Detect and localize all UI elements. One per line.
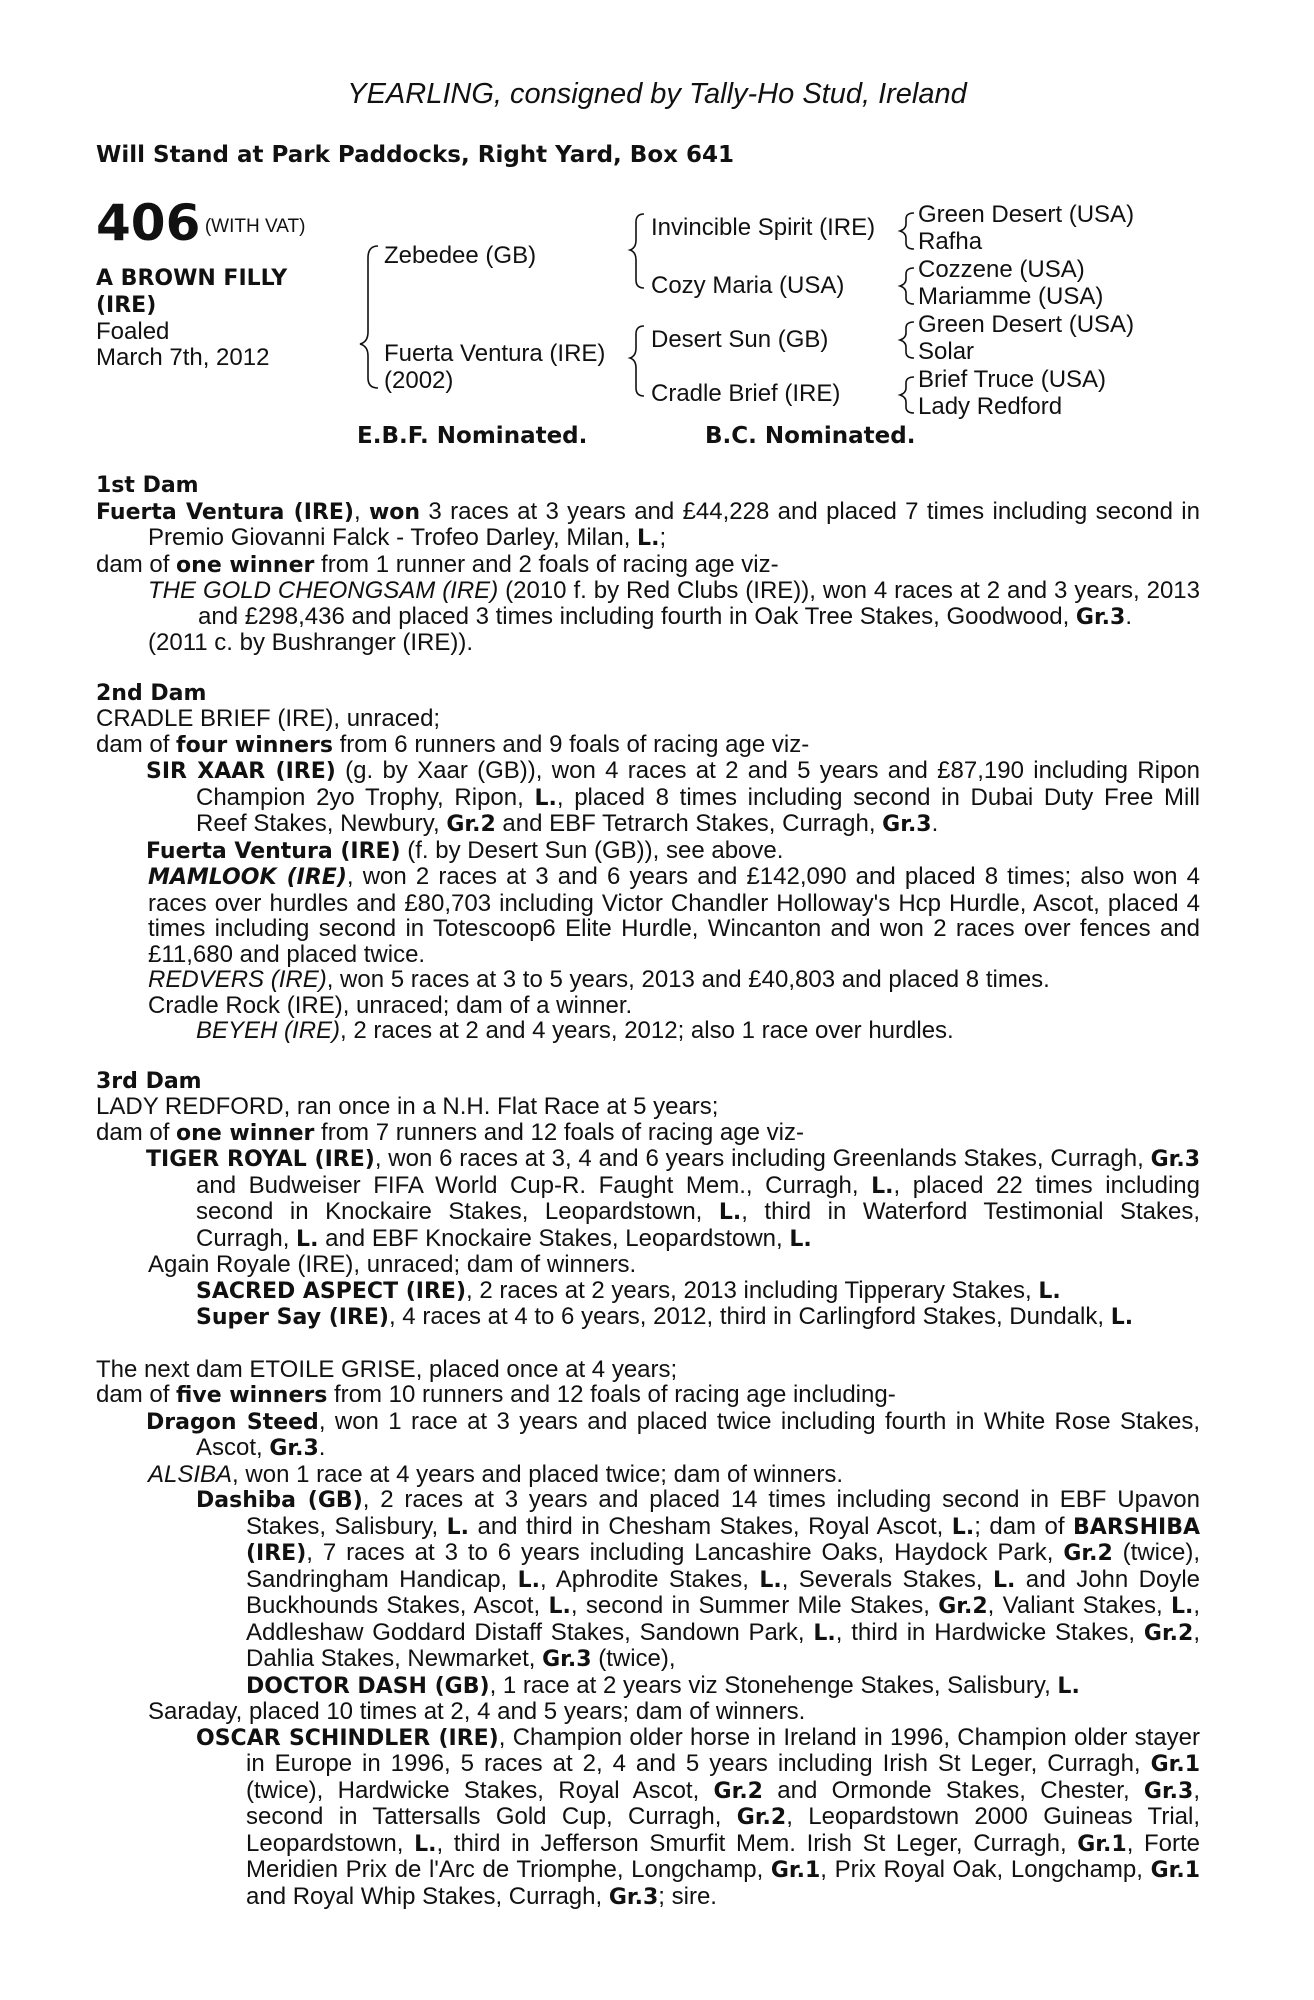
pedigree-dam-sire: Desert Sun (GB) [651, 326, 829, 353]
catalogue-body [96, 473, 1200, 1935]
runner-doctor-dash: DOCTOR DASH (GB), 1 race at 2 years viz Stonehenge Stakes, Salisbury, L. [246, 1671, 1080, 1699]
third-dam-heading: 3rd Dam [96, 1068, 202, 1094]
runner-oscar-schindler: OSCAR SCHINDLER (IRE), Champion older horse in Ireland in 1996, Champion older stayer in Europe in 1996, 5 races at 2, 4 and 5 years including Irish St Leger, Curragh, Gr.1 (twice), Hardwicke Stakes, Royal Ascot, Gr.2 and Ormonde Stakes, Chester, Gr.3, second in Tattersalls Gold Cup, Curragh, Gr.2, Leopardstown 2000 Guineas Trial, Leopardstown, L., third in Jefferson Smurfit Mem. Irish St Leger, Curragh, Gr.1, Forte Meridien Prix de l'Arc de Triomphe, Longchamp, Gr.1, Prix Royal Oak, Longchamp, Gr.1 and Royal Whip Stakes, Curragh, Gr.3; sire. [196, 1723, 1201, 1910]
lot-description: A BROWN FILLY (IRE) [96, 266, 288, 318]
first-dam-section [96, 473, 1200, 656]
page-title: YEARLING, consigned by Tally-Ho Stud, Ireland [347, 78, 967, 110]
pedigree-g7: Brief Truce (USA) [918, 366, 1107, 393]
ebf-nominated: E.B.F. Nominated. [357, 423, 588, 449]
pedigree-dam-dam: Cradle Brief (IRE) [651, 380, 841, 407]
pedigree-sire: Zebedee (GB) [384, 242, 537, 269]
next-dam-produce-summary: dam of five winners from 10 runners and 12 foals of racing age including- [96, 1381, 896, 1408]
vat-label: (WITH VAT) [204, 216, 306, 237]
runner-sacred-aspect: SACRED ASPECT (IRE), 2 races at 2 years, 2013 including Tipperary Stakes, L. [196, 1276, 1061, 1304]
first-dam-entry: Fuerta Ventura (IRE), won 3 races at 3 years and £44,228 and placed 7 times including second in Premio Giovanni Falck - Trofeo Darley, Milan, L.; [96, 497, 1200, 551]
pedigree-dam: Fuerta Ventura (IRE) [384, 340, 606, 367]
stand-location: Will Stand at Park Paddocks, Right Yard, Box 641 [96, 142, 734, 168]
next-dam-section [96, 1357, 1200, 1911]
runner-redvers: REDVERS (IRE), won 5 races at 3 to 5 years, 2013 and £40,803 and placed 8 times. [148, 966, 1050, 993]
pedigree-g1: Green Desert (USA) [918, 201, 1135, 228]
lot-number: 406 [96, 194, 201, 252]
runner-again-royale: Again Royale (IRE), unraced; dam of winners. [148, 1251, 637, 1278]
pedigree-g3: Cozzene (USA) [918, 256, 1085, 283]
bc-nominated: B.C. Nominated. [705, 423, 916, 449]
runner-sir-xaar: SIR XAAR (IRE) (g. by Xaar (GB)), won 4 races at 2 and 5 years and £87,190 including Ripon Champion 2yo Trophy, Ripon, L., placed 8 times including second in Dubai Duty Free Mill Reef Stakes, Newbury, Gr.2 and EBF Tetrarch Stakes, Curragh, Gr.3. [146, 757, 1200, 837]
pedigree-g8: Lady Redford [918, 393, 1063, 420]
pedigree-g4: Mariamme (USA) [918, 283, 1104, 310]
first-dam-heading: 1st Dam [96, 473, 199, 498]
third-dam-produce-summary: dam of one winner from 7 runners and 12 foals of racing age viz- [96, 1118, 804, 1146]
runner-beyeh: BEYEH (IRE), 2 races at 2 and 4 years, 2012; also 1 race over hurdles. [196, 1017, 954, 1044]
first-dam-foal: (2011 c. by Bushranger (IRE)). [148, 629, 474, 656]
pedigree-g2: Rafha [918, 228, 983, 255]
third-dam-line: LADY REDFORD, ran once in a N.H. Flat Race at 5 years; [96, 1093, 719, 1120]
runner-dragon-steed: Dragon Steed, won 1 race at 3 years and placed twice including fourth in White Rose Stakes, Ascot, Gr.3. [146, 1407, 1200, 1461]
runner-alsiba: ALSIBA, won 1 race at 4 years and placed twice; dam of winners. [148, 1460, 844, 1488]
first-dam-produce-summary: dam of one winner from 1 runner and 2 foals of racing age viz- [96, 550, 779, 578]
second-dam-section [96, 681, 1200, 1044]
pedigree-g5: Green Desert (USA) [918, 311, 1135, 338]
next-dam-line: The next dam ETOILE GRISE, placed once at 4 years; [96, 1355, 678, 1383]
second-dam-heading: 2nd Dam [96, 680, 207, 706]
runner-mamlook: MAMLOOK (IRE), won 2 races at 3 and 6 years and £142,090 and placed 8 times; also won 4 races over hurdles and £80,703 including Victor Chandler Holloway's Hcp Hurdle, Ascot, placed 4 times including second in Totescoop6 Elite Hurdle, Wincanton and won 2 races over fences and £11,680 and placed twice. [148, 863, 1200, 968]
second-dam-line: CRADLE BRIEF (IRE), unraced; [96, 705, 441, 732]
runner-fuerta-ventura: Fuerta Ventura (IRE) (f. by Desert Sun (GB)), see above. [146, 836, 784, 864]
runner-tiger-royal: TIGER ROYAL (IRE), won 6 races at 3, 4 and 6 years including Greenlands Stakes, Curragh, Gr.3 and Budweiser FIFA World Cup-R. Faught Mem., Curragh, L., placed 22 times including second in Knockaire Stakes, Leopardstown, L., third in Waterford Testimonial Stakes, Curragh, L. and EBF Knockaire Stakes, Leopardstown, L. [146, 1145, 1200, 1252]
runner-super-say: Super Say (IRE), 4 races at 4 to 6 years, 2012, third in Carlingford Stakes, Dundalk, L. [196, 1303, 1134, 1330]
pedigree-g6: Solar [918, 338, 975, 365]
pedigree-sire-sire: Invincible Spirit (IRE) [651, 214, 876, 241]
runner-cradle-rock: Cradle Rock (IRE), unraced; dam of a winner. [148, 991, 633, 1019]
first-dam-runner: THE GOLD CHEONGSAM (IRE) (2010 f. by Red Clubs (IRE)), won 4 races at 2 and 3 years, 2013 and £298,436 and placed 3 times including fourth in Oak Tree Stakes, Goodwood, Gr.3. [148, 577, 1201, 630]
foaled-info: Foaled March 7th, 2012 [96, 318, 270, 371]
pedigree-sire-dam: Cozy Maria (USA) [651, 272, 845, 299]
runner-dashiba: Dashiba (GB), 2 races at 3 years and placed 14 times including second in EBF Upavon Stakes, Salisbury, L. and third in Chesham Stakes, Royal Ascot, L.; dam of BARSHIBA (IRE), 7 races at 3 to 6 years including Lancashire Oaks, Haydock Park, Gr.2 (twice), Sandringham Handicap, L., Aphrodite Stakes, L., Severals Stakes, L. and John Doyle Buckhounds Stakes, Ascot, L., second in Summer Mile Stakes, Gr.2, Valiant Stakes, L., Addleshaw Goddard Distaff Stakes, Sandown Park, L., third in Hardwicke Stakes, Gr.2, Dahlia Stakes, Newmarket, Gr.3 (twice), [196, 1486, 1201, 1672]
second-dam-produce-summary: dam of four winners from 6 runners and 9 foals of racing age viz- [96, 730, 810, 758]
runner-saraday: Saraday, placed 10 times at 2, 4 and 5 years; dam of winners. [148, 1698, 806, 1725]
third-dam-section [96, 1069, 1200, 1331]
pedigree-dam-year: (2002) [384, 367, 454, 394]
